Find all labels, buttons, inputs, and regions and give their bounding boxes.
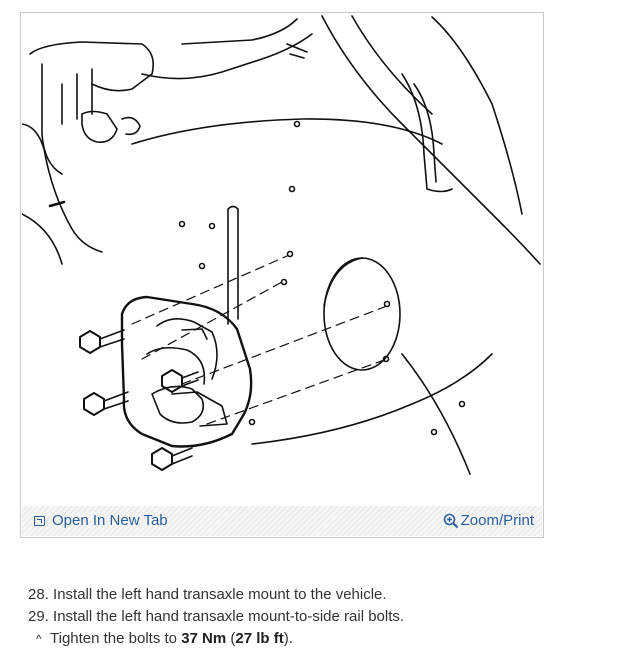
zoom-print-link[interactable]	[443, 512, 534, 529]
step-number: 29.	[28, 608, 49, 625]
diagram-card	[20, 12, 544, 538]
substep-prefix: Tighten the bolts to	[50, 630, 182, 647]
step-29	[28, 606, 404, 628]
bolt-2	[84, 392, 128, 415]
open-in-new-tab-link[interactable]	[34, 512, 168, 529]
open-in-new-tab-label: Open In New Tab	[52, 512, 168, 529]
zoom-print-label: Zoom/Print	[460, 512, 534, 529]
torque-nm: 37 Nm	[181, 630, 227, 647]
bolt-1	[80, 330, 124, 353]
instruction-steps	[28, 584, 404, 650]
diagram-toolbar	[22, 506, 542, 536]
substep-open-paren: (	[226, 630, 236, 647]
transaxle-mount-diagram	[22, 14, 542, 508]
substep-torque	[28, 628, 404, 650]
step-28	[28, 584, 404, 606]
bolt-4	[152, 448, 192, 470]
substep-close-paren: ).	[283, 630, 293, 647]
step-text: Install the left hand transaxle mount-to-side rail bolts.	[53, 608, 405, 625]
torque-lbft: 27 lb ft	[235, 630, 284, 647]
step-number: 28.	[28, 586, 49, 603]
step-text: Install the left hand transaxle mount to the vehicle.	[53, 586, 387, 603]
open-in-new-tab-icon	[34, 516, 45, 526]
caret-bullet-icon: ^	[36, 632, 42, 646]
zoom-icon	[443, 513, 459, 529]
